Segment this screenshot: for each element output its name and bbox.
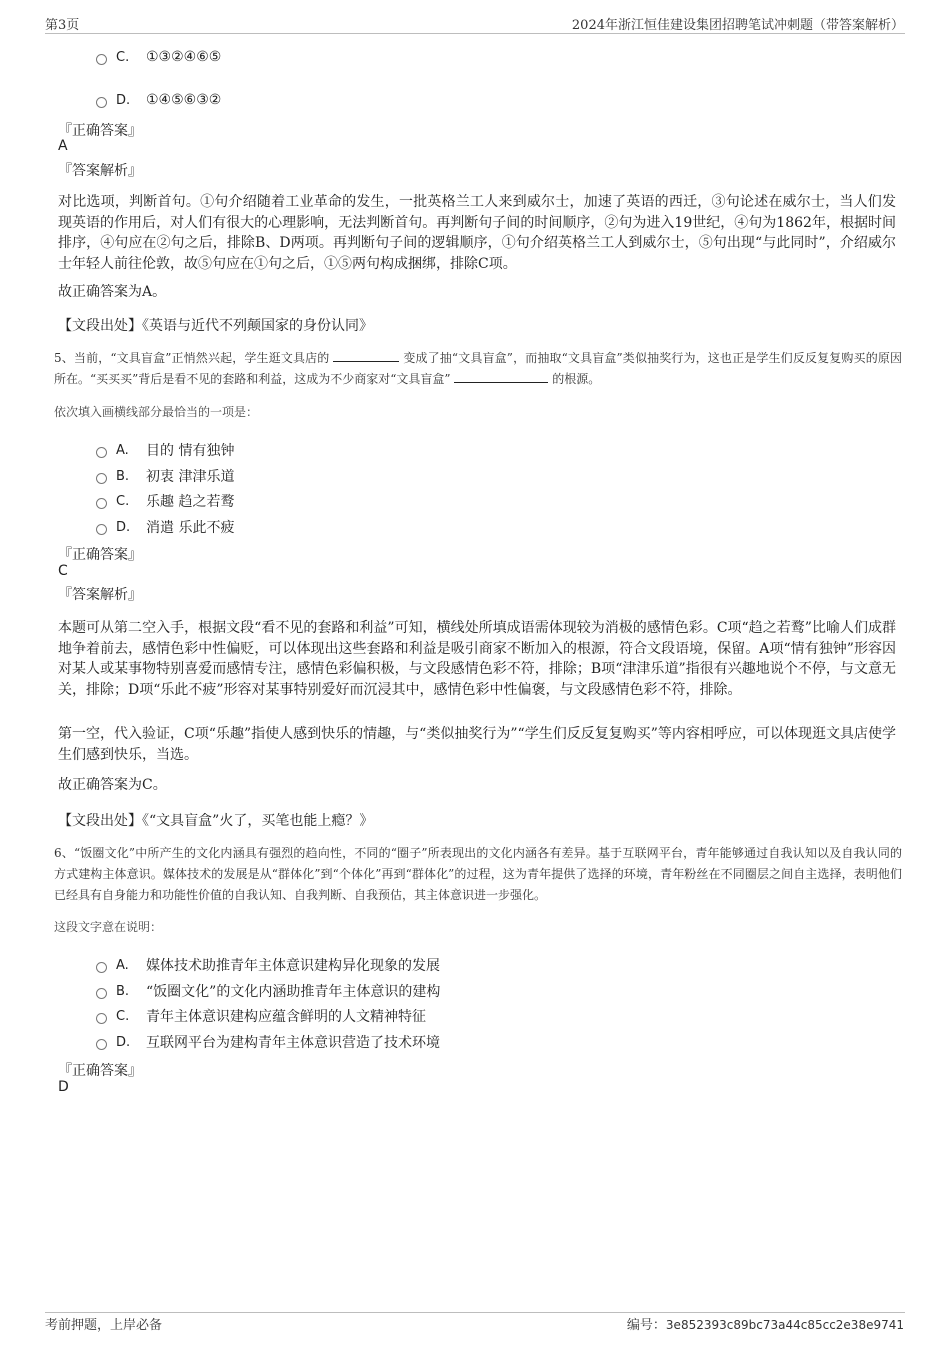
q5-option-d[interactable]	[96, 517, 234, 537]
option-text: 目的 情有独钟	[146, 443, 235, 459]
q5-conclusion: 故正确答案为C。	[58, 777, 167, 793]
q6-stem: 6、“饭圈文化”中所产生的文化内涵具有强烈的趋向性，不同的“圈子”所表现出的文化内涵各有差异。基于互联网平台，青年能够通过自我认知以及自我认同的方式建构主体意识。媒体技术的发展是从“群体化”到“个体化”再到“群体化”的过程，这为青年提供了选择的环境，青年粉丝在不同圈层之间自主选择，表明他们已经具有自身能力和功能性价值的自我认知、自我判断、自我预估，其主体意识进一步强化。	[54, 846, 902, 902]
footer-code	[627, 1314, 904, 1333]
footer-divider	[45, 1312, 905, 1313]
footer-slogan: 考前押题，上岸必备	[45, 1318, 163, 1333]
q5-analysis-label: 『答案解析』	[58, 587, 142, 603]
radio-icon[interactable]	[96, 447, 107, 458]
q5-analysis-paragraph-2: 第一空，代入验证，C项“乐趣”指使人感到快乐的情趣，与“类似抽奖行为”“学生们反反复复购买”等内容相呼应，可以体现逛文具店使学生们感到快乐，当选。	[58, 726, 896, 763]
q4-conclusion: 故正确答案为A。	[58, 284, 167, 300]
q6-correct-answer-label: 『正确答案』	[58, 1063, 142, 1079]
q6-option-c[interactable]	[96, 1006, 426, 1026]
option-letter: D.	[116, 519, 131, 535]
option-text: 乐趣 趋之若鹜	[146, 494, 235, 510]
q4-option-d[interactable]	[96, 92, 221, 108]
header-divider	[45, 33, 905, 34]
option-text: ①④⑤⑥③②	[146, 92, 222, 108]
q5-correct-answer-value: C	[58, 563, 68, 579]
q5-source: 【文段出处】《“文具盲盒”火了，买笔也能上瘾？》	[58, 813, 374, 829]
option-text: ①③②④⑥⑤	[146, 49, 222, 65]
q5-correct-answer-label: 『正确答案』	[58, 547, 142, 563]
document-title: 2024年浙江恒佳建设集团招聘笔试冲刺题（带答案解析）	[571, 18, 904, 33]
radio-icon[interactable]	[96, 962, 107, 973]
q4-option-c[interactable]	[96, 49, 221, 65]
q5-option-c[interactable]	[96, 491, 234, 511]
q4-analysis-paragraph: 对比选项，判断首句。①句介绍随着工业革命的发生，一批英格兰工人来到威尔士，加速了英语的西迁，③句论述在威尔士，当人们发现英语的作用后，对人们有很大的心理影响，无法判断首句。再判断句子间的时间顺序，②句为进入19世纪，④句为1862年，根据时间排序，④句应在②句之后，排除B、D两项。再判断句子间的逻辑顺序，①句介绍英格兰工人到威尔士，⑤句出现“与此同时”，介绍威尔士年轻人前往伦敦，故⑤句应在①句之后，①⑤两句构成捆绑，排除C项。	[58, 194, 896, 272]
q4-correct-answer-label: 『正确答案』	[58, 123, 142, 139]
radio-icon[interactable]	[96, 473, 107, 484]
page-number: 第3页	[45, 18, 80, 33]
q6-option-d[interactable]	[96, 1032, 440, 1052]
q5-stem-part-1: 5、当前，“文具盲盒”正悄然兴起，学生逛文具店的	[54, 351, 330, 365]
option-text: “饭圈文化”的文化内涵助推青年主体意识的建构	[146, 984, 441, 1000]
q4-analysis-label: 『答案解析』	[58, 163, 142, 179]
option-letter: C.	[116, 1008, 130, 1024]
option-letter: D.	[116, 92, 131, 108]
q6-correct-answer-value: D	[58, 1079, 69, 1095]
q6-option-a[interactable]	[96, 955, 440, 975]
option-text: 消遣 乐此不疲	[146, 520, 235, 536]
q4-correct-answer-value: A	[58, 138, 68, 154]
option-text: 初衷 津津乐道	[146, 469, 235, 485]
option-letter: A.	[116, 957, 129, 973]
option-text: 互联网平台为建构青年主体意识营造了技术环境	[146, 1035, 440, 1051]
q5-option-b[interactable]	[96, 466, 234, 486]
q5-option-a[interactable]	[96, 440, 234, 460]
radio-icon[interactable]	[96, 1039, 107, 1050]
q6-prompt: 这段文字意在说明：	[54, 920, 163, 934]
radio-icon[interactable]	[96, 988, 107, 999]
q5-stem-part-3: 的根源。	[552, 372, 601, 386]
radio-icon[interactable]	[96, 524, 107, 535]
q5-blank-2	[454, 370, 548, 383]
q5-analysis-paragraph: 本题可从第二空入手，根据文段“看不见的套路和利益”可知，横线处所填成语需体现较为消极的感情色彩。C项“趋之若鹜”比喻人们成群地争着前去，感情色彩中性偏贬，可以体现出这些套路和利益是吸引商家不断加入的根源，符合文段语境，保留。A项“情有独钟”形容因对某人或某事物特别喜爱而感情专注，感情色彩偏积极，与文段感情色彩不符，排除；B项“津津乐道”指很有兴趣地说个不停，与文意无关，排除；D项“乐此不疲”形容对某事特别爱好而沉浸其中，感情色彩中性偏褒，与文段感情色彩不符，排除。	[58, 620, 896, 698]
q5-stem-part-2: 变成了抽“文具盲盒”，而抽取“文具盲盒”类似抽奖行为，这也正是学生们反反复复购买的原因所在。“买买买”背后是看不见的套路和利益，这成为不少商家对“文具盲盒”	[54, 351, 902, 386]
option-letter: C.	[116, 493, 130, 509]
q4-source: 【文段出处】《英语与近代不列颠国家的身份认同》	[58, 318, 373, 334]
footer-code-label: 编号：	[626, 1318, 666, 1333]
q5-blank-1	[333, 349, 399, 362]
radio-icon[interactable]	[96, 97, 107, 108]
option-letter: A.	[116, 442, 129, 458]
option-letter: D.	[116, 1034, 131, 1050]
q6-option-b[interactable]	[96, 981, 440, 1001]
footer-code-value: 3e852393c89bc73a44c85cc2e38e9741	[665, 1318, 904, 1332]
option-text: 媒体技术助推青年主体意识建构异化现象的发展	[146, 958, 440, 974]
option-letter: B.	[116, 983, 130, 999]
radio-icon[interactable]	[96, 1013, 107, 1024]
radio-icon[interactable]	[96, 54, 107, 65]
q5-prompt: 依次填入画横线部分最恰当的一项是：	[54, 405, 259, 419]
option-letter: C.	[116, 49, 130, 65]
radio-icon[interactable]	[96, 498, 107, 509]
option-letter: B.	[116, 468, 130, 484]
option-text: 青年主体意识建构应蕴含鲜明的人文精神特征	[146, 1009, 426, 1025]
q5-stem	[54, 348, 902, 390]
